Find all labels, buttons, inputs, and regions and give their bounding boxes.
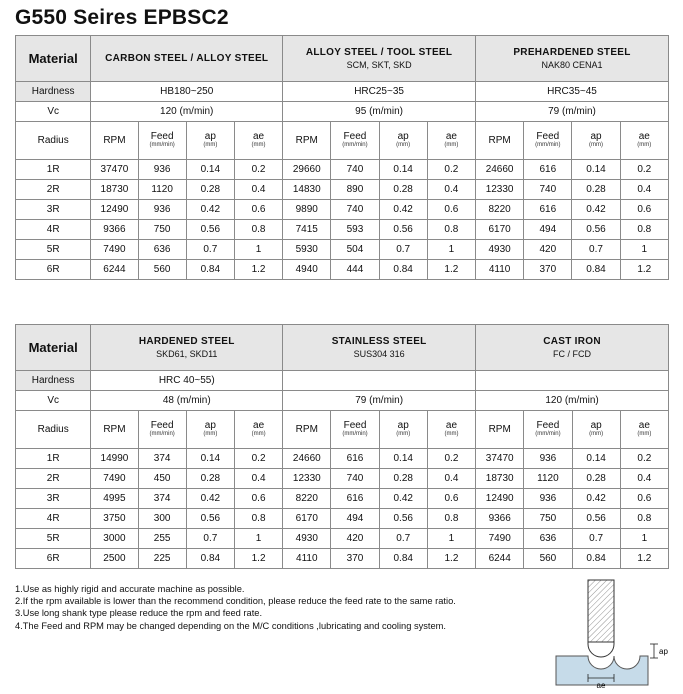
ae-cell: 0.2	[620, 160, 668, 180]
ap-header: ap (mm)	[379, 411, 427, 449]
ae-cell: 0.8	[234, 220, 282, 240]
group-header: STAINLESS STEEL SUS304 316	[283, 325, 476, 371]
ae-cell: 0.8	[427, 220, 475, 240]
ap-cell: 0.14	[379, 449, 427, 469]
rpm-cell: 8220	[476, 200, 524, 220]
rpm-cell: 9366	[476, 509, 524, 529]
rpm-cell: 12330	[283, 469, 331, 489]
ae-cell: 0.4	[620, 180, 668, 200]
vc-value: 120 (m/min)	[476, 391, 669, 411]
rpm-cell: 14830	[283, 180, 331, 200]
ap-cell: 0.7	[379, 529, 427, 549]
hardness-value: HRC 40~55)	[91, 371, 283, 391]
rpm-cell: 37470	[476, 449, 524, 469]
ae-cell: 1	[234, 529, 282, 549]
radius-cell: 4R	[16, 220, 91, 240]
vc-value: 79 (m/min)	[476, 102, 669, 122]
ae-cell: 0.4	[427, 180, 475, 200]
table-row	[16, 260, 669, 280]
ae-cell: 0.6	[234, 200, 282, 220]
ae-cell: 1	[427, 529, 475, 549]
feed-cell: 740	[331, 160, 379, 180]
group-header: HARDENED STEEL SKD61, SKD11	[91, 325, 283, 371]
ae-cell: 0.2	[620, 449, 668, 469]
group-header: PREHARDENED STEEL NAK80 CENA1	[476, 36, 669, 82]
ap-cell: 0.7	[186, 529, 234, 549]
radius-cell: 1R	[16, 449, 91, 469]
table-row	[16, 200, 669, 220]
rpm-cell: 9366	[91, 220, 138, 240]
feed-cell: 616	[524, 200, 572, 220]
vc-value: 48 (m/min)	[91, 391, 283, 411]
table-row	[16, 240, 669, 260]
ae-cell: 0.6	[620, 489, 668, 509]
page-title: G550 Seires EPBSC2	[15, 6, 229, 29]
hardness-label: Hardness	[16, 371, 91, 391]
material-label: Material	[16, 325, 91, 371]
feed-cell: 936	[138, 200, 186, 220]
rpm-cell: 12330	[476, 180, 524, 200]
rpm-cell: 8220	[283, 489, 331, 509]
ap-cell: 0.28	[186, 180, 234, 200]
endmill-shank	[588, 580, 614, 642]
rpm-cell: 4930	[476, 240, 524, 260]
hardness-value	[476, 371, 669, 391]
ap-header: ap (mm)	[186, 411, 234, 449]
ap-cell: 0.7	[379, 240, 427, 260]
ae-header: ae (mm)	[234, 122, 282, 160]
ae-cell: 0.6	[620, 200, 668, 220]
feed-cell: 936	[138, 160, 186, 180]
rpm-cell: 3000	[91, 529, 138, 549]
feed-cell: 636	[524, 529, 572, 549]
ae-cell: 1.2	[234, 549, 282, 569]
hardness-value	[283, 371, 476, 391]
ae-cell: 0.4	[427, 469, 475, 489]
rpm-header: RPM	[283, 411, 331, 449]
feed-header: Feed (mm/min)	[138, 122, 186, 160]
ae-header: ae (mm)	[427, 411, 475, 449]
feed-cell: 740	[331, 469, 379, 489]
rpm-header: RPM	[476, 411, 524, 449]
ap-header: ap (mm)	[572, 411, 620, 449]
ball-endmill-diagram	[552, 578, 676, 690]
feed-header: Feed (mm/min)	[524, 122, 572, 160]
rpm-cell: 5930	[283, 240, 331, 260]
rpm-cell: 3750	[91, 509, 138, 529]
feed-cell: 225	[138, 549, 186, 569]
radius-cell: 5R	[16, 529, 91, 549]
rpm-cell: 9890	[283, 200, 331, 220]
hardness-value: HRC35~45	[476, 82, 669, 102]
feed-cell: 936	[524, 489, 572, 509]
rpm-cell: 6244	[476, 549, 524, 569]
rpm-cell: 7415	[283, 220, 331, 240]
group-header: CAST IRON FC / FCD	[476, 325, 669, 371]
table-row	[16, 529, 669, 549]
ap-header: ap (mm)	[186, 122, 234, 160]
rpm-cell: 7490	[91, 240, 138, 260]
hardness-value: HRC25~35	[283, 82, 476, 102]
ap-cell: 0.56	[572, 220, 620, 240]
ae-cell: 0.4	[234, 469, 282, 489]
rpm-cell: 4995	[91, 489, 138, 509]
ap-cell: 0.14	[572, 449, 620, 469]
note-line: 3.Use long shank type please reduce the rpm and feed rate.	[15, 608, 263, 619]
ap-cell: 0.7	[572, 529, 620, 549]
ae-cell: 0.8	[620, 509, 668, 529]
rpm-cell: 37470	[91, 160, 138, 180]
material-label: Material	[16, 36, 91, 82]
radius-cell: 3R	[16, 489, 91, 509]
ap-cell: 0.56	[572, 509, 620, 529]
table-row	[16, 160, 669, 180]
rpm-cell: 18730	[91, 180, 138, 200]
feed-cell: 740	[331, 200, 379, 220]
ap-cell: 0.56	[379, 220, 427, 240]
rpm-cell: 4110	[283, 549, 331, 569]
ap-cell: 0.42	[186, 200, 234, 220]
feed-cell: 494	[331, 509, 379, 529]
feed-cell: 255	[138, 529, 186, 549]
ae-cell: 0.2	[427, 160, 475, 180]
cutting-table-1	[15, 35, 669, 280]
ae-cell: 1.2	[620, 260, 668, 280]
ap-cell: 0.28	[379, 469, 427, 489]
ap-cell: 0.56	[186, 509, 234, 529]
ap-cell: 0.84	[572, 260, 620, 280]
rpm-cell: 24660	[283, 449, 331, 469]
radius-cell: 6R	[16, 549, 91, 569]
radius-label: Radius	[16, 411, 91, 449]
ap-cell: 0.84	[379, 549, 427, 569]
ap-cell: 0.42	[186, 489, 234, 509]
ae-header: ae (mm)	[234, 411, 282, 449]
rpm-cell: 2500	[91, 549, 138, 569]
group-header: ALLOY STEEL / TOOL STEEL SCM, SKT, SKD	[283, 36, 476, 82]
ae-cell: 1	[620, 529, 668, 549]
ap-cell: 0.84	[186, 260, 234, 280]
ap-cell: 0.7	[186, 240, 234, 260]
vc-label: Vc	[16, 391, 91, 411]
column-header-row	[16, 122, 669, 160]
feed-cell: 560	[524, 549, 572, 569]
ap-cell: 0.14	[186, 449, 234, 469]
feed-cell: 420	[331, 529, 379, 549]
feed-cell: 616	[331, 489, 379, 509]
group-header: CARBON STEEL / ALLOY STEEL	[91, 36, 283, 82]
radius-cell: 3R	[16, 200, 91, 220]
feed-cell: 890	[331, 180, 379, 200]
ap-cell: 0.14	[186, 160, 234, 180]
feed-cell: 494	[524, 220, 572, 240]
ae-cell: 0.4	[234, 180, 282, 200]
feed-cell: 504	[331, 240, 379, 260]
rpm-cell: 12490	[91, 200, 138, 220]
vc-label: Vc	[16, 102, 91, 122]
feed-cell: 1120	[524, 469, 572, 489]
note-line: 2.If the rpm available is lower than the recommend condition, please reduce the feed rate to the same ratio.	[15, 596, 456, 607]
ae-cell: 1	[620, 240, 668, 260]
feed-header: Feed (mm/min)	[524, 411, 572, 449]
feed-cell: 370	[331, 549, 379, 569]
table-row	[16, 180, 669, 200]
feed-cell: 740	[524, 180, 572, 200]
ae-cell: 0.8	[427, 509, 475, 529]
table-row	[16, 489, 669, 509]
ae-cell: 1.2	[427, 549, 475, 569]
ap-label: ap	[659, 647, 668, 656]
ae-cell: 0.4	[620, 469, 668, 489]
feed-cell: 374	[138, 489, 186, 509]
feed-cell: 300	[138, 509, 186, 529]
ap-cell: 0.28	[186, 469, 234, 489]
feed-cell: 444	[331, 260, 379, 280]
rpm-header: RPM	[283, 122, 331, 160]
feed-header: Feed (mm/min)	[331, 122, 379, 160]
rpm-cell: 7490	[91, 469, 138, 489]
feed-cell: 750	[138, 220, 186, 240]
feed-cell: 1120	[138, 180, 186, 200]
rpm-cell: 4110	[476, 260, 524, 280]
ae-cell: 0.2	[234, 160, 282, 180]
ae-cell: 1.2	[427, 260, 475, 280]
cutting-table-2	[15, 324, 669, 569]
ap-header: ap (mm)	[379, 122, 427, 160]
rpm-cell: 6170	[476, 220, 524, 240]
radius-cell: 5R	[16, 240, 91, 260]
ap-cell: 0.7	[572, 240, 620, 260]
ae-header: ae (mm)	[620, 411, 668, 449]
rpm-cell: 18730	[476, 469, 524, 489]
ap-cell: 0.42	[379, 489, 427, 509]
table-row	[16, 220, 669, 240]
ap-cell: 0.42	[572, 200, 620, 220]
rpm-cell: 24660	[476, 160, 524, 180]
ap-cell: 0.84	[186, 549, 234, 569]
table-row	[16, 509, 669, 529]
feed-cell: 750	[524, 509, 572, 529]
table-row	[16, 549, 669, 569]
ae-cell: 1.2	[234, 260, 282, 280]
ae-cell: 0.2	[234, 449, 282, 469]
table-row	[16, 449, 669, 469]
radius-cell: 2R	[16, 180, 91, 200]
feed-header: Feed (mm/min)	[138, 411, 186, 449]
note-line: 1.Use as highly rigid and accurate machine as possible.	[15, 584, 245, 594]
feed-cell: 370	[524, 260, 572, 280]
rpm-header: RPM	[91, 122, 138, 160]
radius-label: Radius	[16, 122, 91, 160]
ap-cell: 0.42	[572, 489, 620, 509]
ae-cell: 0.8	[620, 220, 668, 240]
note-line: 4.The Feed and RPM may be changed depending on the M/C conditions ,lubricating and cooling system.	[15, 620, 447, 631]
rpm-cell: 6244	[91, 260, 138, 280]
ap-cell: 0.28	[572, 180, 620, 200]
ap-cell: 0.84	[379, 260, 427, 280]
radius-cell: 6R	[16, 260, 91, 280]
rpm-cell: 7490	[476, 529, 524, 549]
feed-cell: 560	[138, 260, 186, 280]
feed-cell: 636	[138, 240, 186, 260]
ap-header: ap (mm)	[572, 122, 620, 160]
ae-cell: 1	[427, 240, 475, 260]
rpm-cell: 14990	[91, 449, 138, 469]
feed-cell: 450	[138, 469, 186, 489]
rpm-header: RPM	[91, 411, 138, 449]
feed-cell: 936	[524, 449, 572, 469]
rpm-header: RPM	[476, 122, 524, 160]
rpm-cell: 6170	[283, 509, 331, 529]
hardness-value: HB180~250	[91, 82, 283, 102]
feed-cell: 593	[331, 220, 379, 240]
ap-cell: 0.84	[572, 549, 620, 569]
ae-label: ae	[596, 681, 606, 690]
ap-cell: 0.28	[572, 469, 620, 489]
feed-cell: 616	[524, 160, 572, 180]
endmill-ball-tip	[588, 642, 614, 657]
vc-value: 95 (m/min)	[283, 102, 476, 122]
ap-cell: 0.28	[379, 180, 427, 200]
ap-cell: 0.42	[379, 200, 427, 220]
usage-notes	[15, 583, 535, 632]
ae-cell: 0.8	[234, 509, 282, 529]
ae-header: ae (mm)	[427, 122, 475, 160]
radius-cell: 1R	[16, 160, 91, 180]
vc-value: 79 (m/min)	[283, 391, 476, 411]
radius-cell: 2R	[16, 469, 91, 489]
vc-value: 120 (m/min)	[91, 102, 283, 122]
rpm-cell: 4940	[283, 260, 331, 280]
ap-cell: 0.56	[186, 220, 234, 240]
ap-cell: 0.14	[572, 160, 620, 180]
ap-cell: 0.56	[379, 509, 427, 529]
feed-cell: 420	[524, 240, 572, 260]
ae-cell: 1.2	[620, 549, 668, 569]
feed-header: Feed (mm/min)	[331, 411, 379, 449]
ae-cell: 0.2	[427, 449, 475, 469]
rpm-cell: 29660	[283, 160, 331, 180]
feed-cell: 616	[331, 449, 379, 469]
feed-cell: 374	[138, 449, 186, 469]
hardness-label: Hardness	[16, 82, 91, 102]
column-header-row	[16, 411, 669, 449]
ae-header: ae (mm)	[620, 122, 668, 160]
ap-cell: 0.14	[379, 160, 427, 180]
table-row	[16, 469, 669, 489]
rpm-cell: 12490	[476, 489, 524, 509]
ae-cell: 1	[234, 240, 282, 260]
ae-cell: 0.6	[427, 200, 475, 220]
ae-cell: 0.6	[234, 489, 282, 509]
ae-cell: 0.6	[427, 489, 475, 509]
radius-cell: 4R	[16, 509, 91, 529]
rpm-cell: 4930	[283, 529, 331, 549]
